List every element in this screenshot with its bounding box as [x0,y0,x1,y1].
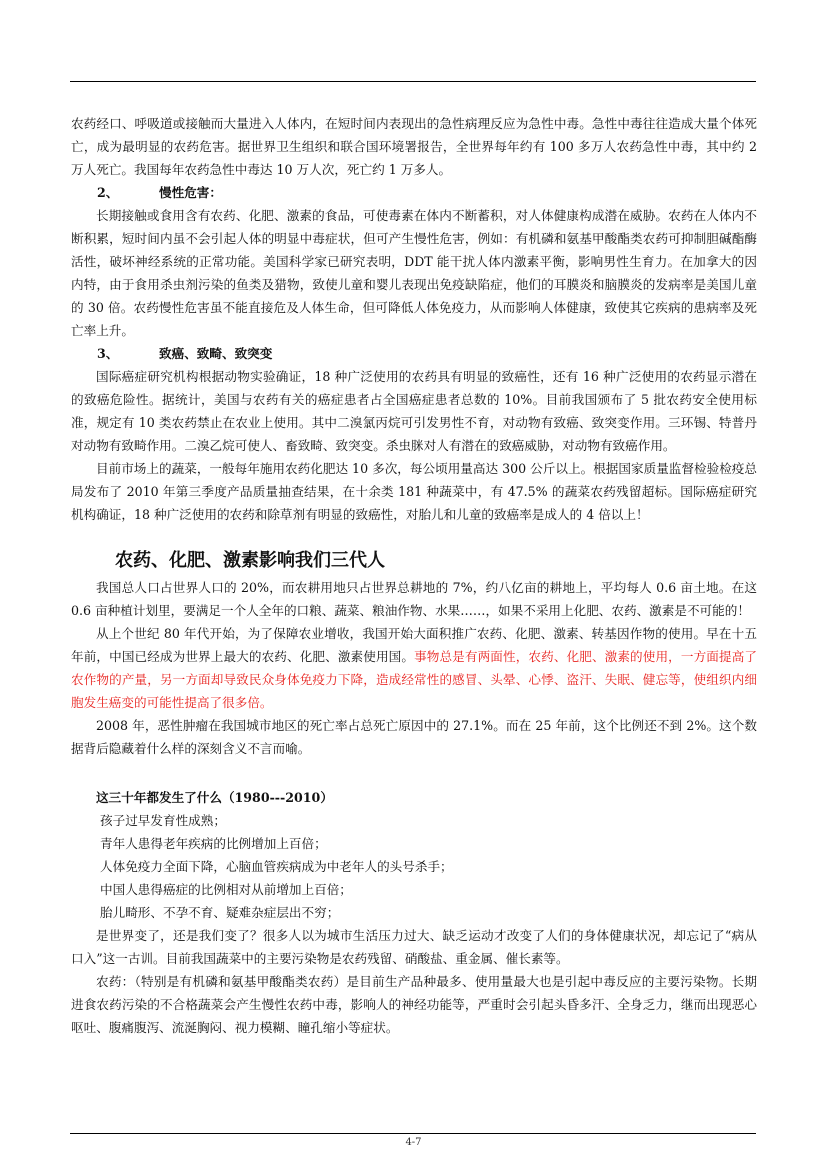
document-body [71,112,757,1039]
acute-poisoning-paragraph: 农药经口、呼吸道或接触而大量进入人体内，在短时间内表现出的急性病理反应为急性中毒。急性中毒往往造成大量个体死亡，成为最明显的农药危害。据世界卫生组织和联合国环境署报告，全世界每年约有 100 多万人农药急性中毒，其中约 2 万人死亡。我国每年农药急性中毒达 10 万人次，死亡约 1 万多人。 [71,116,757,177]
subsection-heading-carcinogenic [97,342,757,365]
carcinogenic-paragraph: 国际癌症研究机构根据动物实验确证，18 种广泛使用的农药具有明显的致癌性，还有 16 种广泛使用的农药显示潜在的致癌危险性。据统计，美国与农药有关的癌症患者占全国癌症患者总数的 10%。目前我国颁布了 5 批农药安全使用标准，规定有 10 类农药禁止在农业上使用。其中二溴氯丙烷可引发男性不育，对动物有致癌、致突变作用。三环锡、特普丹对动物有致畸作用。二溴乙烷可使人、畜致畸、致突变。杀虫脒对人有潜在的致癌威胁，对动物有致癌作用。 [71,369,757,453]
cancer-rate-paragraph: 2008 年，恶性肿瘤在我国城市地区的死亡率占总死亡原因中的 27.1%。而在 25 年前，这个比例还不到 2%。这个数据背后隐藏着什么样的深刻含义不言而喻。 [71,718,757,756]
chronic-harm-paragraph: 长期接触或食用含有农药、化肥、激素的食品，可使毒素在体内不断蓄积，对人体健康构成潜在威胁。农药在人体内不断积累，短时间内虽不会引起人体的明显中毒症状，但可产生慢性危害，例如：有机磷和氨基甲酸酯类农药可抑制胆碱酯酶活性，破坏神经系统的正常功能。美国科学家已研究表明，DDT 能干扰人体内激素平衡，影响男性生育力。在加拿大的因内特，由于食用杀虫剂污染的鱼类及猎物，致使儿童和婴儿表现出免疫缺陷症，他们的耳膜炎和脑膜炎的发病率是美国儿童的 30 倍。农药慢性危害虽不能直接危及人体生命，但可降低人体免疫力，从而影响人体健康，致使其它疾病的患病率及死亡率上升。 [71,208,757,338]
list-item: 青年人患得老年疾病的比例增加上百倍； [100,836,327,851]
world-changed-paragraph: 是世界变了，还是我们变了？很多人以为城市生活压力过大、缺乏运动才改变了人们的身体健康状况，却忘记了“病从口入”这一古训。目前我国蔬菜中的主要污染物是农药残留、硝酸盐、重金属、催长素等。 [71,928,757,966]
farmland-paragraph: 我国总人口占世界人口的 20%，而农耕用地只占世界总耕地的 7%，约八亿亩的耕地上，平均每人 0.6 亩土地。在这 0.6 亩种植计划里，要满足一个人全年的口粮、蔬菜、粮油作物、水果……，如果不采用上化肥、农药、激素是不可能的！ [71,580,757,618]
page-number: 4-7 [405,1137,422,1148]
list-item: 人体免疫力全面下降，心脑血管疾病成为中老年人的头号杀手； [100,859,453,874]
subsection-number: 2、 [97,185,119,200]
footer-rule [70,1133,756,1134]
list-item: 孩子过早发育性成熟； [100,813,226,828]
subsection-title: 慢性危害： [159,185,222,200]
list-item: 胎儿畸形、不孕不育、疑难杂症层出不穷； [100,905,340,920]
pesticide-definition-paragraph: 农药：（特别是有机磷和氨基甲酸酯类农药）是目前生产品种最多、使用量最大也是引起中毒反应的主要污染物。长期进食农药污染的不合格蔬菜会产生慢性农药中毒，影响人的神经功能等，严重时会引起头昏多汗、全身乏力，继而出现恶心呕吐、腹痛腹泻、流涎胸闷、视力模糊、瞳孔缩小等症状。 [71,974,757,1035]
subsection-heading-chronic [97,181,757,204]
usage-history-paragraph [71,622,757,714]
header-rule [70,81,756,82]
subsection-number: 3、 [97,346,119,361]
section-heading-three-generations: 农药、化肥、激素影响我们三代人 [115,550,385,571]
list-item: 中国人患得癌症的比例相对从前增加上百倍； [100,882,352,897]
period-heading: 这三十年都发生了什么（1980---2010） [96,790,333,805]
vegetable-residue-paragraph: 目前市场上的蔬菜，一般每年施用农药化肥达 10 多次，每公顷用量高达 300 公斤以上。根据国家质量监督检验检疫总局发布了 2010 年第三季度产品质量抽查结果，在十余类 181 种蔬菜中，有 47.5% 的蔬菜农药残留超标。国际癌症研究机构确证，18 种广泛使用的农药和除草剂有明显的致癌性，对胎儿和儿童的致癌率是成人的 4 倍以上！ [71,461,757,522]
highlighted-warning-text: 事物总是有两面性，农药、化肥、激素的使用，一方面提高了农作物的产量，另一方面却导致民众身体免疫力下降，造成经常性的感冒、头晕、心悸、盗汗、失眠、健忘等，使组织内细胞发生癌变的可能性提高了很多倍。 [71,649,758,710]
usage-history-text: 从上个世纪 80 年代开始，为了保障农业增收，我国开始大面积推广农药、化肥、激素、转基因作物的使用。早在十五年前，中国已经成为世界上最大的农药、化肥、激素使用国。 [71,626,757,664]
subsection-title: 致癌、致畸、致突变 [159,346,273,361]
